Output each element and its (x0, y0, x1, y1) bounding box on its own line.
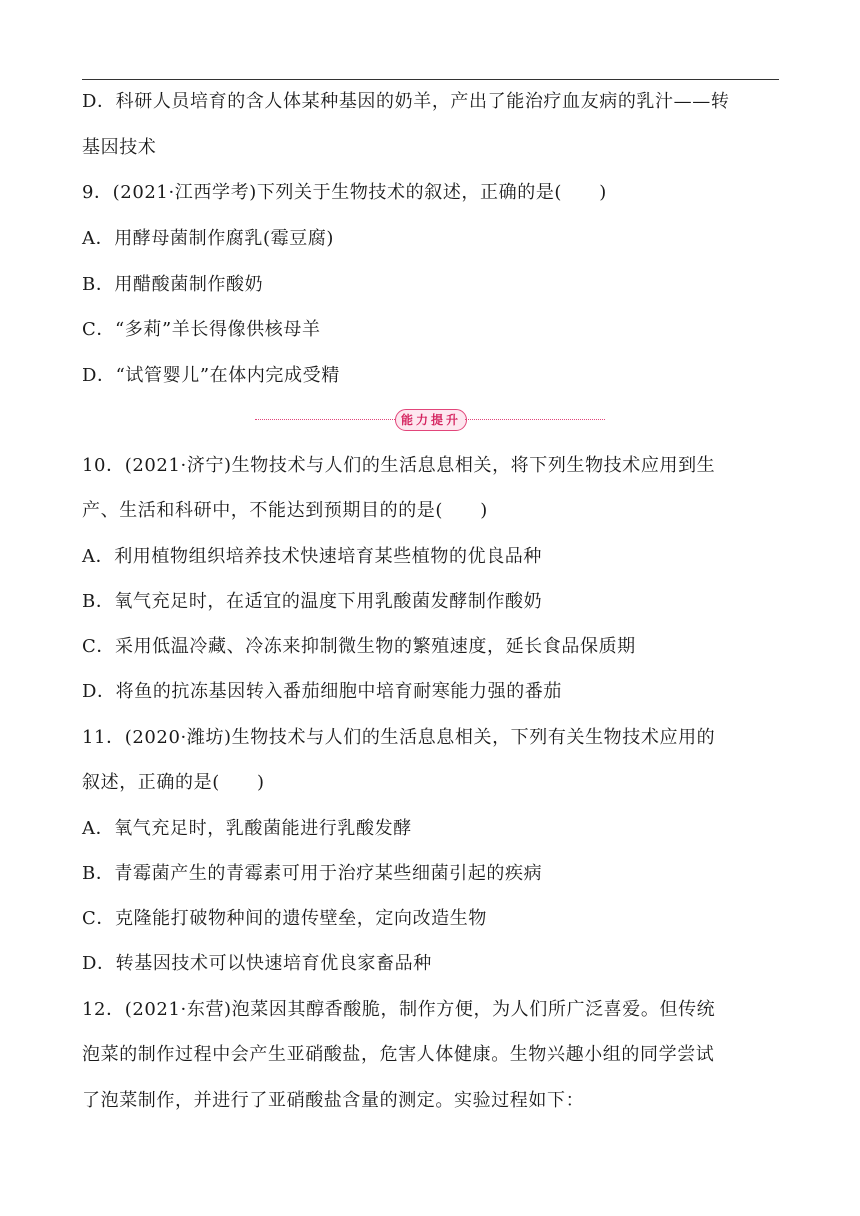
section-badge: 能力提升 (395, 409, 467, 431)
question-9-option-a: A．用酵母菌制作腐乳(霉豆腐) (82, 228, 335, 249)
question-9-option-b: B．用醋酸菌制作酸奶 (82, 274, 264, 295)
question-10-option-d: D．将鱼的抗冻基因转入番茄细胞中培育耐寒能力强的番茄 (82, 681, 563, 702)
question-11-option-d: D．转基因技术可以快速培育优良家畜品种 (82, 953, 432, 974)
question-10-option-a: A．利用植物组织培养技术快速培育某些植物的优良品种 (82, 546, 542, 567)
divider-dots-right (465, 419, 605, 420)
question-11-option-b: B．青霉菌产生的青霉素可用于治疗某些细菌引起的疾病 (82, 863, 543, 884)
question-12-stem-line-1: 12．(2021·东营)泡菜因其醇香酸脆，制作方便，为人们所广泛喜爱。但传统 (82, 999, 716, 1020)
section-divider-ability (255, 409, 605, 431)
question-10-option-b: B．氧气充足时，在适宜的温度下用乳酸菌发酵制作酸奶 (82, 591, 543, 612)
option-8d-line-2: 基因技术 (82, 137, 157, 158)
question-10-stem-line-2: 产、生活和科研中，不能达到预期目的的是( ) (82, 500, 488, 521)
question-11-option-c: C．克隆能打破物种间的遗传壁垒，定向改造生物 (82, 908, 487, 929)
header-rule (82, 79, 779, 80)
question-9-option-d: D．“试管婴儿”在体内完成受精 (82, 365, 340, 386)
option-8d-line-1: D．科研人员培育的含人体某种基因的奶羊，产出了能治疗血友病的乳汁——转 (82, 91, 730, 112)
question-12-stem-line-3: 了泡菜制作，并进行了亚硝酸盐含量的测定。实验过程如下： (82, 1090, 585, 1111)
question-11-option-a: A．氧气充足时，乳酸菌能进行乳酸发酵 (82, 818, 412, 839)
question-11-stem-line-2: 叙述，正确的是( ) (82, 772, 265, 793)
question-11-stem-line-1: 11．(2020·潍坊)生物技术与人们的生活息息相关，下列有关生物技术应用的 (82, 727, 716, 748)
question-10-option-c: C．采用低温冷藏、冷冻来抑制微生物的繁殖速度，延长食品保质期 (82, 636, 636, 657)
question-12-stem-line-2: 泡菜的制作过程中会产生亚硝酸盐，危害人体健康。生物兴趣小组的同学尝试 (82, 1044, 715, 1065)
question-10-stem-line-1: 10．(2021·济宁)生物技术与人们的生活息息相关，将下列生物技术应用到生 (82, 455, 716, 476)
question-9-stem: 9．(2021·江西学考)下列关于生物技术的叙述，正确的是( ) (82, 182, 607, 203)
question-9-option-c: C．“多莉”羊长得像供核母羊 (82, 319, 321, 340)
divider-dots-left (255, 419, 395, 420)
